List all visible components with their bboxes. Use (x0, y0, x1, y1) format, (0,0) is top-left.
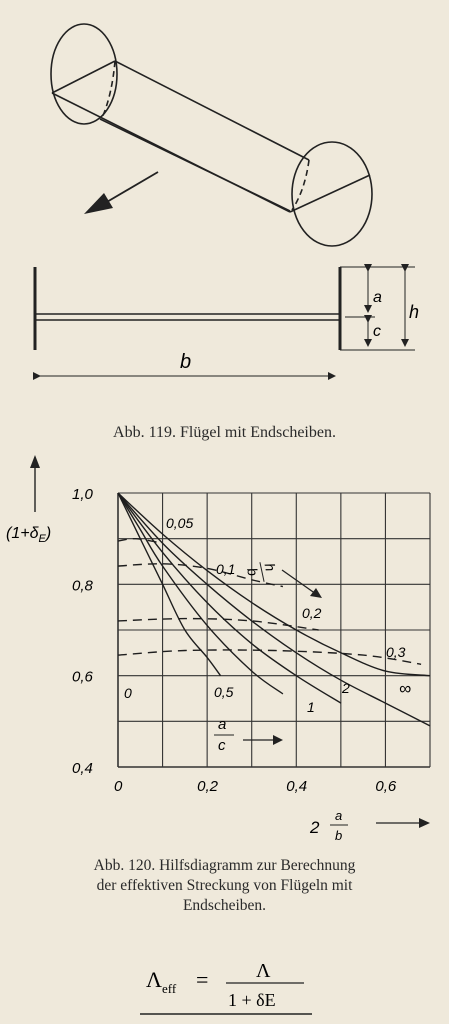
chart-tick-labels (72, 486, 397, 795)
end-plate-right (292, 142, 372, 246)
end-plate-left-chord (52, 61, 115, 93)
curve-label-0-2: 0,2 (302, 605, 322, 621)
wing-edge-back (100, 119, 290, 211)
dimension-label-c: c (373, 323, 381, 340)
end-plate-right-hidden (292, 160, 309, 210)
x-axis-label-two: 2 (310, 818, 320, 837)
dimension-label-a: a (373, 289, 382, 306)
curve-label-ac-2: 2 (342, 680, 350, 696)
y-tick-label: 0,6 (72, 668, 93, 686)
y-axis-label: $(1+\delta_E)$ (6, 525, 52, 545)
curve-label-ac-1: 1 (307, 699, 315, 715)
y-axis-arrow (30, 455, 40, 512)
h-over-b-annotation (243, 559, 280, 586)
x-axis-label-a: a (335, 808, 343, 823)
series-line-solid (118, 493, 430, 726)
dimension-label-b: b (180, 351, 192, 373)
end-plate-left-hidden (102, 61, 115, 118)
formula-denominator: 1 + δE (228, 990, 276, 1010)
y-tick-label: 1,0 (72, 486, 93, 503)
end-plate-right-chord (290, 175, 370, 212)
x-axis-label-b: b (335, 828, 343, 843)
figure-120-caption-line-3: Endscheiben. (182, 897, 267, 914)
figure-120-caption (0, 856, 449, 916)
svg-text:h: h (261, 561, 279, 573)
y-tick-label: 0,4 (72, 760, 93, 777)
curve-label-ac-0: 0 (124, 685, 132, 701)
y-tick-label: 0,8 (72, 577, 93, 595)
curve-label-ac-0-5: 0,5 (214, 684, 234, 700)
x-tick-label: 0,4 (286, 778, 308, 795)
formula-numerator: Λ (256, 960, 271, 982)
x-tick-label: 0,6 (375, 778, 397, 795)
formula-equals: = (196, 967, 209, 992)
chart-series (118, 493, 430, 726)
x-tick-label: 0 (114, 778, 123, 795)
figure-119-caption: Abb. 119. Flügel mit Endscheiben. (113, 424, 336, 441)
wing-perspective-drawing (51, 24, 372, 246)
formula-lhs: Λ (146, 967, 162, 992)
curve-label-ac-inf: ∞ (399, 679, 412, 698)
a-over-c-arrow (243, 735, 283, 745)
a-over-c-denominator: c (218, 737, 226, 754)
dimension-label-h: h (409, 302, 420, 322)
a-over-c-numerator: a (218, 716, 227, 733)
curve-label-0-3: 0,3 (386, 644, 406, 660)
wing-front-view (35, 267, 415, 376)
wing-edge-top (115, 61, 309, 160)
svg-text:b: b (244, 566, 262, 578)
x-tick-label: 0,2 (197, 778, 219, 795)
chart-grid (118, 493, 430, 767)
curve-label-0-1: 0,1 (216, 561, 236, 577)
formula-lhs-subscript: eff (162, 981, 177, 996)
figure-120-caption-line-1: Abb. 120. Hilfsdiagramm zur Berechnung (93, 857, 356, 874)
series-line-solid (118, 493, 283, 694)
formula (140, 960, 312, 1014)
curve-label-0-05: 0,05 (166, 515, 194, 531)
figure-120-caption-line-2: der effektiven Streckung von Flügeln mit (96, 877, 353, 894)
series-line-dashed (118, 539, 163, 544)
series-line-dashed (118, 619, 319, 630)
flight-direction-arrow (84, 172, 158, 214)
x-axis-arrow (376, 818, 430, 828)
